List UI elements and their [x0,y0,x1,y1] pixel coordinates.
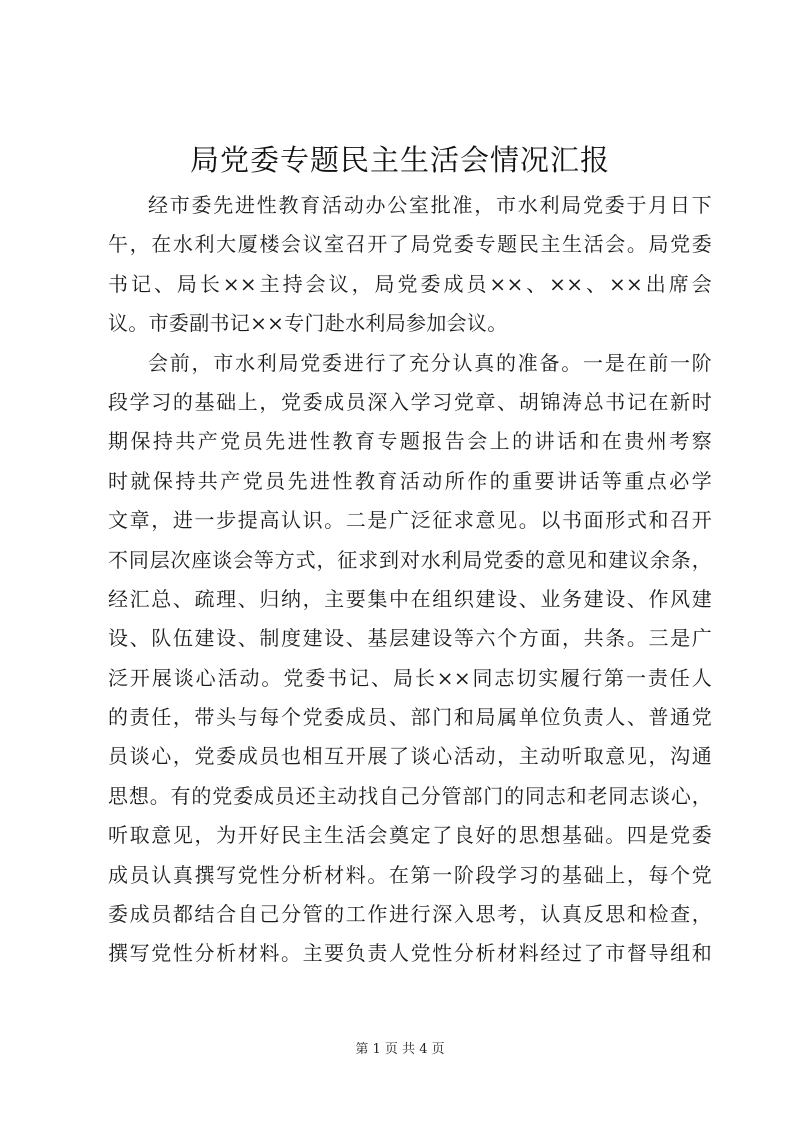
body-text-line: 员谈心，党委成员也相互开展了谈心活动，主动听取意见，沟通 [108,744,712,769]
body-text-line: 午，在水利大厦楼会议室召开了局党委专题民主生活会。局党委 [108,232,712,257]
body-text-line: 不同层次座谈会等方式，征求到对水利局党委的意见和建议余条， [108,547,712,572]
body-text-line: 文章，进一步提高认识。二是广泛征求意见。以书面形式和召开 [108,508,712,533]
body-text-line: 段学习的基础上，党委成员深入学习党章、胡锦涛总书记在新时 [108,389,712,414]
document-body [108,186,712,974]
page-footer: 第 1 页 共 4 页 [355,1042,445,1057]
body-text-line: 泛开展谈心活动。党委书记、局长××同志切实履行第一责任人 [108,665,712,690]
body-text-line: 成员认真撰写党性分析材料。在第一阶段学习的基础上，每个党 [108,862,712,887]
body-text-line: 的责任，带头与每个党委成员、部门和局属单位负责人、普通党 [108,705,712,730]
body-text-line: 会前，市水利局党委进行了充分认真的准备。一是在前一阶 [148,350,712,375]
body-text-line: 期保持共产党员先进性教育专题报告会上的讲话和在贵州考察 [108,429,712,454]
body-text-line: 听取意见，为开好民主生活会奠定了良好的思想基础。四是党委 [108,823,712,848]
document-title: 局党委专题民主生活会情况汇报 [189,143,610,177]
body-text-line: 经汇总、疏理、归纳，主要集中在组织建设、业务建设、作风建 [108,586,712,611]
body-text-line: 书记、局长××主持会议，局党委成员××、××、××出席会 [108,271,712,296]
body-text-line: 委成员都结合自己分管的工作进行深入思考，认真反思和检查， [108,902,712,927]
body-text-line: 撰写党性分析材料。主要负责人党性分析材料经过了市督导组和 [108,941,712,966]
body-text-line: 经市委先进性教育活动办公室批准，市水利局党委于月日下 [148,193,712,217]
body-text-line: 思想。有的党委成员还主动找自己分管部门的同志和老同志谈心， [108,783,712,808]
body-text-line: 议。市委副书记××专门赴水利局参加会议。 [108,311,508,336]
body-text-line: 时就保持共产党员先进性教育活动所作的重要讲话等重点必学 [108,468,712,493]
body-text-line: 设、队伍建设、制度建设、基层建设等六个方面，共条。三是广 [108,626,712,651]
